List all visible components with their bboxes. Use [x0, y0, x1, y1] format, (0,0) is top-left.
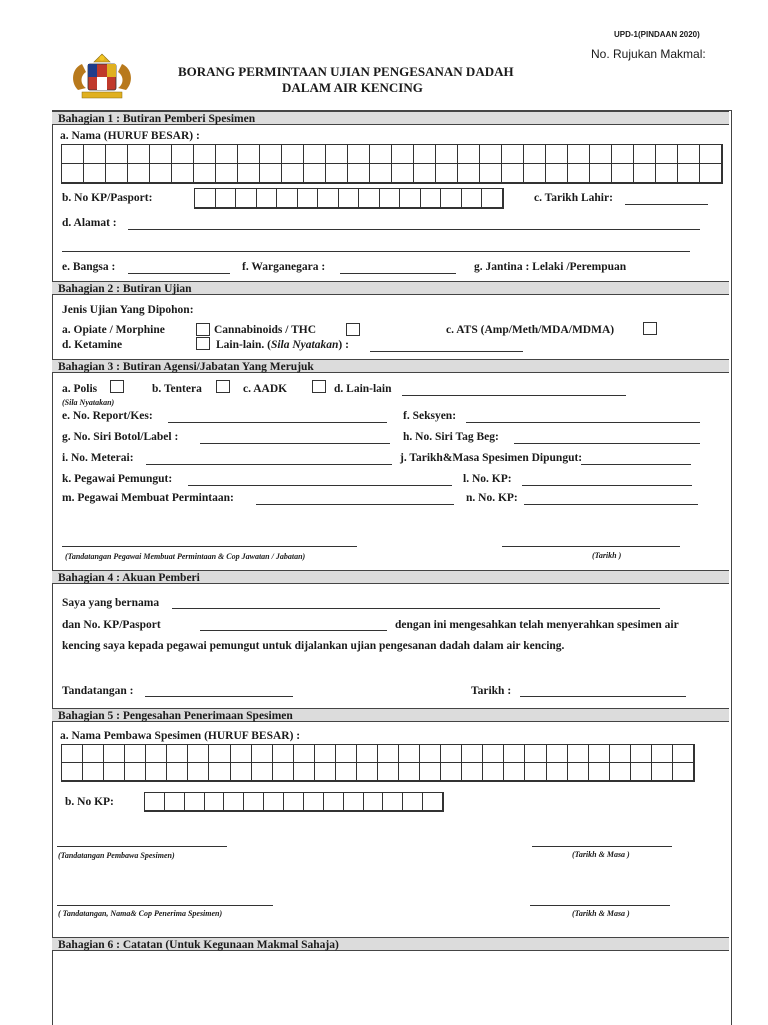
char-box[interactable] [146, 745, 167, 763]
char-box[interactable] [462, 189, 483, 208]
char-box[interactable] [104, 745, 125, 763]
declarant-signature-field[interactable] [145, 696, 293, 697]
address-field-2[interactable] [62, 251, 690, 252]
nationality-label: f. Warganegara : [242, 261, 326, 273]
bearer-ic-label: b. No KP: [65, 796, 114, 808]
collector-ic-label: l. No. KP: [463, 473, 512, 485]
char-box[interactable] [656, 164, 678, 183]
char-box[interactable] [441, 763, 462, 781]
requester-ic-label: n. No. KP: [466, 492, 518, 504]
char-box[interactable] [165, 793, 185, 811]
char-box[interactable] [357, 763, 378, 781]
bearer-datetime-line[interactable] [532, 846, 672, 847]
test-type-label: Jenis Ujian Yang Dipohon: [62, 304, 194, 316]
receiver-datetime-caption: (Tarikh & Masa ) [572, 909, 630, 918]
char-box[interactable] [62, 164, 84, 183]
char-box[interactable] [378, 763, 399, 781]
char-box[interactable] [252, 763, 273, 781]
char-box[interactable] [546, 164, 568, 183]
char-box[interactable] [399, 763, 420, 781]
char-box[interactable] [357, 745, 378, 763]
declaration-text-1: dengan ini mengesahkan telah menyerahkan spesimen air [395, 619, 679, 631]
receiver-signature-caption: ( Tandatangan, Nama& Cop Penerima Spesimen) [58, 909, 223, 918]
others-test-field[interactable] [370, 351, 523, 352]
char-box[interactable] [547, 763, 568, 781]
char-box[interactable] [568, 164, 590, 183]
char-box[interactable] [244, 793, 264, 811]
char-box[interactable] [568, 745, 589, 763]
cannabinoids-label: Cannabinoids / THC [214, 324, 317, 336]
char-box[interactable] [547, 745, 568, 763]
char-box[interactable] [634, 145, 656, 164]
name-label: a. Nama (HURUF BESAR) : [60, 130, 200, 142]
char-box[interactable] [392, 145, 414, 164]
char-box[interactable] [652, 763, 673, 781]
ketamine-checkbox[interactable] [196, 337, 210, 350]
char-box[interactable] [194, 164, 216, 183]
bearer-name-label: a. Nama Pembawa Spesimen (HURUF BESAR) : [60, 730, 301, 742]
section1-header: Bahagian 1 : Butiran Pemberi Spesimen [52, 111, 729, 125]
char-box[interactable] [589, 763, 610, 781]
char-box[interactable] [399, 745, 420, 763]
char-box[interactable] [436, 145, 458, 164]
char-box[interactable] [104, 763, 125, 781]
char-box[interactable] [264, 793, 284, 811]
form-frame [52, 110, 732, 1025]
tag-label: h. No. Siri Tag Beg: [403, 431, 499, 443]
char-box[interactable] [172, 164, 194, 183]
char-box[interactable] [380, 189, 401, 208]
report-label: e. No. Report/Kes: [62, 410, 153, 422]
char-box[interactable] [304, 793, 324, 811]
char-box[interactable] [145, 793, 165, 811]
other-agency-field[interactable] [402, 395, 626, 396]
char-box[interactable] [423, 793, 443, 811]
form-code: UPD-1(PINDAAN 2020) [614, 30, 700, 39]
police-note: (Sila Nyatakan) [62, 398, 115, 407]
aadk-label: c. AADK [243, 383, 288, 395]
char-box[interactable] [216, 164, 238, 183]
declarant-name-field[interactable] [172, 608, 660, 609]
char-box[interactable] [150, 145, 172, 164]
char-box[interactable] [62, 745, 83, 763]
bottle-label: g. No. Siri Botol/Label : [62, 431, 179, 443]
dob-field[interactable] [625, 204, 708, 205]
ketamine-label: d. Ketamine [62, 339, 123, 351]
char-box[interactable] [441, 189, 462, 208]
army-label: b. Tentera [152, 383, 202, 395]
char-box[interactable] [84, 164, 106, 183]
char-box[interactable] [414, 164, 436, 183]
char-box[interactable] [524, 164, 546, 183]
char-box[interactable] [216, 189, 237, 208]
char-box[interactable] [483, 763, 504, 781]
char-box[interactable] [146, 763, 167, 781]
char-box[interactable] [480, 145, 502, 164]
char-box[interactable] [167, 763, 188, 781]
char-box[interactable] [631, 763, 652, 781]
opiate-checkbox[interactable] [196, 323, 210, 336]
char-box[interactable] [482, 189, 503, 208]
race-field[interactable] [128, 273, 230, 274]
receiver-signature-line[interactable] [57, 905, 273, 906]
char-box[interactable] [458, 145, 480, 164]
char-box[interactable] [634, 164, 656, 183]
char-box[interactable] [436, 164, 458, 183]
char-box[interactable] [318, 189, 339, 208]
declarant-ic-field[interactable] [200, 630, 387, 631]
bottle-field[interactable] [200, 443, 390, 444]
police-label: a. Polis [62, 383, 98, 395]
seal-label: i. No. Meterai: [62, 452, 134, 464]
char-box[interactable] [392, 164, 414, 183]
ats-checkbox[interactable] [643, 322, 657, 335]
ic-passport-label: b. No KP/Pasport: [62, 192, 153, 204]
char-box[interactable] [83, 763, 104, 781]
char-box[interactable] [524, 145, 546, 164]
char-box[interactable] [364, 793, 384, 811]
bearer-signature-line[interactable] [57, 846, 227, 847]
char-box[interactable] [525, 763, 546, 781]
race-label: e. Bangsa : [62, 261, 116, 273]
char-box[interactable] [420, 763, 441, 781]
declarant-ic-label: dan No. KP/Pasport [62, 619, 161, 631]
gender-label[interactable]: g. Jantina : Lelaki /Perempuan [474, 261, 627, 273]
char-box[interactable] [304, 164, 326, 183]
char-box[interactable] [83, 745, 104, 763]
char-box[interactable] [294, 745, 315, 763]
char-box[interactable] [458, 164, 480, 183]
char-box[interactable] [188, 745, 209, 763]
police-checkbox[interactable] [110, 380, 124, 393]
char-box[interactable] [462, 763, 483, 781]
char-box[interactable] [231, 763, 252, 781]
char-box[interactable] [216, 145, 238, 164]
lab-reference-label: No. Rujukan Makmal: [591, 47, 706, 61]
char-box[interactable] [125, 763, 146, 781]
char-box[interactable] [700, 145, 722, 164]
char-box[interactable] [282, 164, 304, 183]
ic-passport-grid[interactable] [194, 188, 504, 209]
char-box[interactable] [294, 763, 315, 781]
section5-header: Bahagian 5 : Pengesahan Penerimaan Spesimen [52, 708, 729, 722]
char-box[interactable] [195, 189, 216, 208]
char-box[interactable] [260, 145, 282, 164]
char-box[interactable] [610, 745, 631, 763]
char-box[interactable] [238, 164, 260, 183]
section6-header: Bahagian 6 : Catatan (Untuk Kegunaan Makmal Sahaja) [52, 937, 729, 951]
char-box[interactable] [420, 745, 441, 763]
char-box[interactable] [462, 745, 483, 763]
char-box[interactable] [400, 189, 421, 208]
char-box[interactable] [344, 793, 364, 811]
char-box[interactable] [128, 145, 150, 164]
char-box[interactable] [421, 189, 442, 208]
collector-ic-field[interactable] [522, 485, 692, 486]
report-field[interactable] [168, 422, 387, 423]
requester-signature-caption: (Tandatangan Pegawai Membuat Permintaan & Cop Jawatan / Jabatan) [65, 552, 306, 561]
char-box[interactable] [656, 145, 678, 164]
char-box[interactable] [612, 145, 634, 164]
char-box[interactable] [700, 164, 722, 183]
char-box[interactable] [282, 145, 304, 164]
char-box[interactable] [167, 745, 188, 763]
char-box[interactable] [403, 793, 423, 811]
char-box[interactable] [150, 164, 172, 183]
form-title-line2: DALAM AIR KENCING [282, 80, 423, 95]
section2-header: Bahagian 2 : Butiran Ujian [52, 281, 729, 295]
char-box[interactable] [209, 763, 230, 781]
char-box[interactable] [483, 745, 504, 763]
char-box[interactable] [673, 745, 694, 763]
char-box[interactable] [128, 164, 150, 183]
collector-field[interactable] [188, 485, 452, 486]
char-box[interactable] [525, 745, 546, 763]
char-box[interactable] [589, 745, 610, 763]
char-box[interactable] [324, 793, 344, 811]
char-box[interactable] [106, 164, 128, 183]
declarant-date-field[interactable] [520, 696, 686, 697]
tag-field[interactable] [514, 443, 700, 444]
char-box[interactable] [62, 763, 83, 781]
bearer-signature-caption: (Tandatangan Pembawa Spesimen) [58, 851, 175, 860]
char-box[interactable] [678, 164, 700, 183]
char-box[interactable] [378, 745, 399, 763]
char-box[interactable] [504, 745, 525, 763]
collector-label: k. Pegawai Pemungut: [62, 473, 173, 485]
requester-ic-field[interactable] [524, 504, 698, 505]
char-box[interactable] [326, 164, 348, 183]
section-label: f. Seksyen: [403, 410, 457, 422]
requester-label: m. Pegawai Membuat Permintaan: [62, 492, 234, 504]
char-box[interactable] [348, 145, 370, 164]
char-box[interactable] [678, 145, 700, 164]
char-box[interactable] [277, 189, 298, 208]
char-box[interactable] [224, 793, 244, 811]
char-box[interactable] [336, 763, 357, 781]
collection-datetime-label: j. Tarikh&Masa Spesimen Dipungut: [400, 452, 583, 464]
other-agency-label: d. Lain-lain [334, 383, 392, 395]
char-box[interactable] [326, 145, 348, 164]
form-title-line1: BORANG PERMINTAAN UJIAN PENGESANAN DADAH [178, 64, 514, 79]
dob-label: c. Tarikh Lahir: [534, 192, 613, 204]
requester-field[interactable] [256, 504, 454, 505]
declarant-signature-label: Tandatangan : [62, 685, 134, 697]
section-field[interactable] [466, 422, 700, 423]
char-box[interactable] [260, 164, 282, 183]
declarant-name-label: Saya yang bernama [62, 597, 160, 609]
char-box[interactable] [284, 793, 304, 811]
char-box[interactable] [315, 745, 336, 763]
char-box[interactable] [84, 145, 106, 164]
char-box[interactable] [673, 763, 694, 781]
lab-notes-area[interactable] [53, 953, 729, 1024]
nationality-field[interactable] [340, 273, 456, 274]
seal-field[interactable] [146, 464, 392, 465]
char-box[interactable] [652, 745, 673, 763]
char-box[interactable] [348, 164, 370, 183]
name-grid[interactable] [61, 144, 723, 184]
char-box[interactable] [252, 745, 273, 763]
malaysia-coat-of-arms-icon [64, 50, 140, 102]
char-box[interactable] [502, 145, 524, 164]
others-test-label: Lain-lain. (Sila Nyatakan) : [216, 339, 349, 351]
section4-header: Bahagian 4 : Akuan Pemberi [52, 570, 729, 584]
char-box[interactable] [205, 793, 225, 811]
char-box[interactable] [414, 145, 436, 164]
receiver-datetime-line[interactable] [530, 905, 670, 906]
aadk-checkbox[interactable] [312, 380, 326, 393]
char-box[interactable] [612, 164, 634, 183]
request-date-caption: (Tarikh ) [592, 551, 622, 560]
char-box[interactable] [172, 145, 194, 164]
declaration-text-2: kencing saya kepada pegawai pemungut untuk dijalankan ujian pengesanan dadah dalam air kencing. [62, 640, 565, 652]
char-box[interactable] [546, 145, 568, 164]
section3-header: Bahagian 3 : Butiran Agensi/Jabatan Yang Merujuk [52, 359, 729, 373]
char-box[interactable] [502, 164, 524, 183]
char-box[interactable] [315, 763, 336, 781]
char-box[interactable] [339, 189, 360, 208]
request-date-line[interactable] [502, 546, 680, 547]
bearer-name-grid[interactable] [61, 744, 695, 782]
char-box[interactable] [610, 763, 631, 781]
char-box[interactable] [441, 745, 462, 763]
char-box[interactable] [304, 145, 326, 164]
char-box[interactable] [273, 763, 294, 781]
char-box[interactable] [590, 164, 612, 183]
ats-label: c. ATS (Amp/Meth/MDA/MDMA) [446, 324, 615, 336]
collection-datetime-field[interactable] [581, 464, 691, 465]
declarant-date-label: Tarikh : [471, 685, 512, 697]
char-box[interactable] [383, 793, 403, 811]
char-box[interactable] [568, 145, 590, 164]
char-box[interactable] [231, 745, 252, 763]
char-box[interactable] [370, 145, 392, 164]
char-box[interactable] [194, 145, 216, 164]
requester-signature-line[interactable] [62, 546, 357, 547]
address-label: d. Alamat : [62, 217, 117, 229]
char-box[interactable] [298, 189, 319, 208]
opiate-label: a. Opiate / Morphine [62, 324, 165, 336]
address-field-1[interactable] [128, 229, 700, 230]
char-box[interactable] [370, 164, 392, 183]
army-checkbox[interactable] [216, 380, 230, 393]
char-box[interactable] [185, 793, 205, 811]
char-box[interactable] [359, 189, 380, 208]
bearer-ic-grid[interactable] [144, 792, 444, 812]
char-box[interactable] [568, 763, 589, 781]
char-box[interactable] [480, 164, 502, 183]
char-box[interactable] [336, 745, 357, 763]
char-box[interactable] [209, 745, 230, 763]
char-box[interactable] [238, 145, 260, 164]
char-box[interactable] [504, 763, 525, 781]
char-box[interactable] [106, 145, 128, 164]
bearer-datetime-caption: (Tarikh & Masa ) [572, 850, 630, 859]
char-box[interactable] [188, 763, 209, 781]
char-box[interactable] [273, 745, 294, 763]
char-box[interactable] [631, 745, 652, 763]
char-box[interactable] [590, 145, 612, 164]
char-box[interactable] [257, 189, 278, 208]
cannabinoids-checkbox[interactable] [346, 323, 360, 336]
char-box[interactable] [236, 189, 257, 208]
char-box[interactable] [62, 145, 84, 164]
char-box[interactable] [125, 745, 146, 763]
